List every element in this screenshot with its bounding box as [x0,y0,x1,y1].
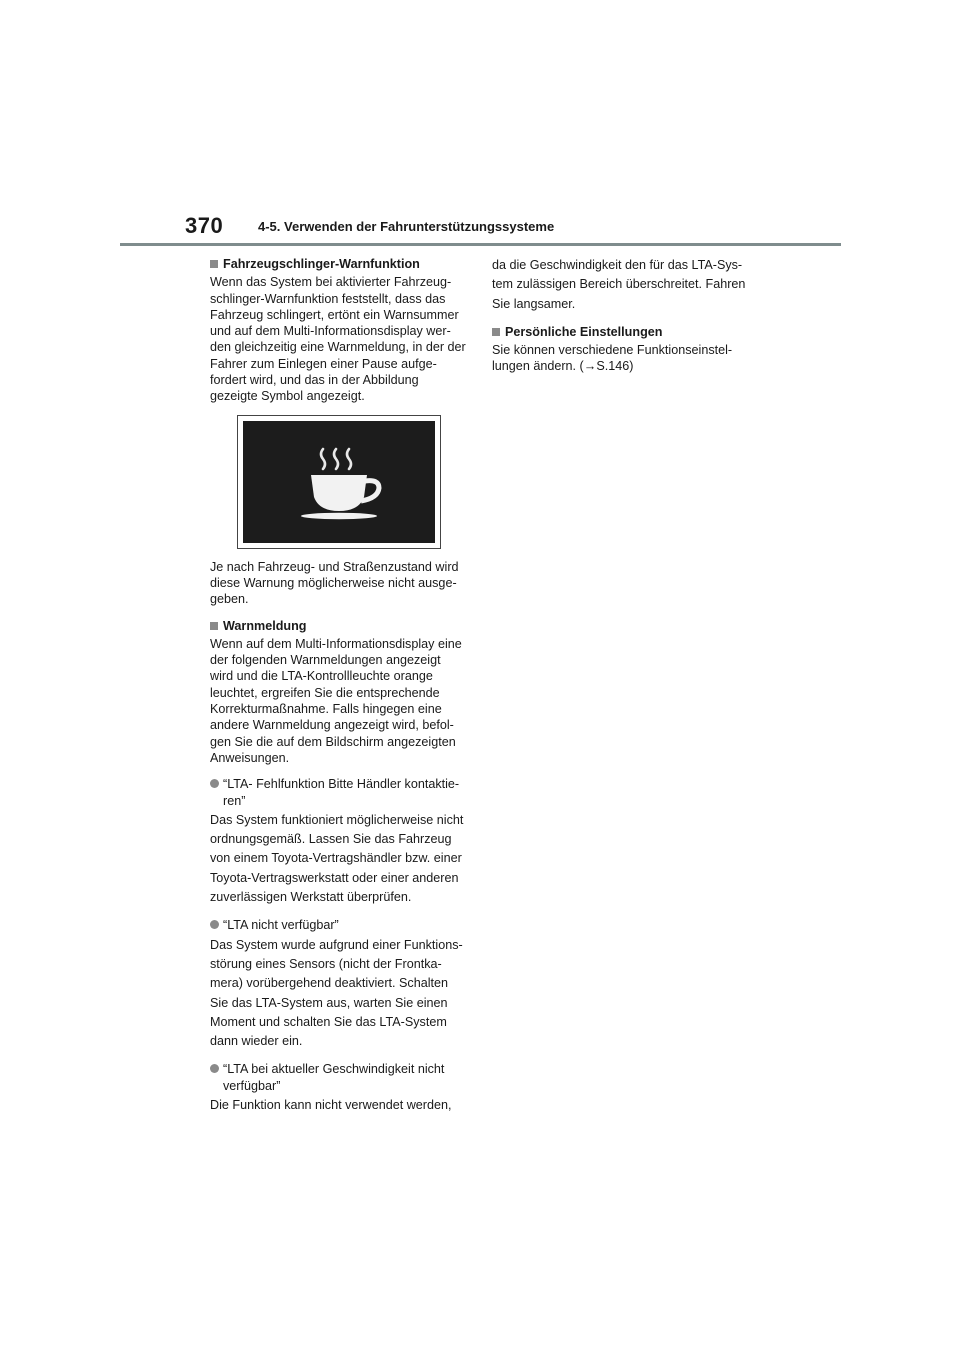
personal-settings-paragraph: Sie können verschiedene Funktionseinstel-lungen ändern. (→S.146) [492,343,733,374]
header-divider [120,243,841,246]
circle-bullet-icon [210,1064,219,1073]
warning-heading [210,618,466,634]
coffee-cup-icon [243,421,435,543]
square-bullet-icon [210,622,218,630]
display-screen [243,421,435,543]
personal-settings-heading-text: Persönliche Einstellungen [505,324,663,339]
warning-heading-text: Warnmeldung [223,618,307,633]
list-item-title: “LTA- Fehlfunktion Bitte Händler kontaktie-ren” [223,777,460,808]
square-bullet-icon [492,328,500,336]
list-item-title: “LTA bei aktueller Geschwindigkeit nicht verfügbar” [223,1062,445,1093]
list-item-text: Das System funktioniert möglicherweise nicht ordnungsgemäß. Lassen Sie das Fahrzeug von einem Toyota-Vertragshändler bzw. einer Toyota-Vertragswerkstatt oder einer anderen zuverlässigen Werkstatt überprüfen. [210,812,464,905]
list-item [210,776,466,809]
personal-settings-heading [492,324,748,340]
left-column [210,256,466,1115]
circle-bullet-icon [210,779,219,788]
right-column [492,256,748,375]
square-bullet-icon [210,260,218,268]
circle-bullet-icon [210,920,219,929]
after-figure-paragraph: Je nach Fahrzeug- und Straßenzustand wird diese Warnung möglicherweise nicht ausge-geben. [210,559,459,607]
continued-paragraph: da die Geschwindigkeit den für das LTA-Sys-tem zulässigen Bereich überschreitet. Fahren Sie langsamer. [492,258,746,311]
list-item [210,917,466,933]
page-number: 370 [185,213,224,238]
fatigue-heading [210,256,466,272]
fatigue-heading-text: Fahrzeugschlinger-Warnfunktion [223,257,420,271]
list-item [210,1061,466,1094]
section-title: 4-5. Verwenden der Fahrunterstützungssysteme [258,219,555,234]
fatigue-paragraph: Wenn das System bei aktivierter Fahrzeug-schlinger-Warnfunktion feststellt, dass das Fahrzeug schlingert, ertönt ein Warnsummer und auf dem Multi-Informationsdisplay wer-den gleichzeitig eine Warnmeldung, in der der Fahrer zum Einlegen einer Pause aufge-fordert wird, und das in der Abbildung gezeigte Symbol angezeigt. [210,275,466,404]
list-item-text: Das System wurde aufgrund einer Funktions-störung eines Sensors (nicht der Frontka-mera) vorübergehend deaktiviert. Schalten Sie das LTA-System aus, warten Sie einen Moment und schalten Sie das LTA-System dann wieder ein. [210,937,463,1049]
warning-paragraph: Wenn auf dem Multi-Informationsdisplay eine der folgenden Warnmeldungen angezeigt wird und die LTA-Kontrollleuchte orange leuchtet, ergreifen Sie die entsprechende Korrekturmaßnahme. Falls hingegen eine andere Warnmeldung angezeigt wird, befol-gen Sie die auf dem Bildschirm angezeigten Anweisungen. [210,636,462,765]
figure-display [237,415,441,549]
list-item-title: “LTA nicht verfügbar” [223,918,339,933]
list-item-text: Die Funktion kann nicht verwendet werden, [210,1097,452,1112]
